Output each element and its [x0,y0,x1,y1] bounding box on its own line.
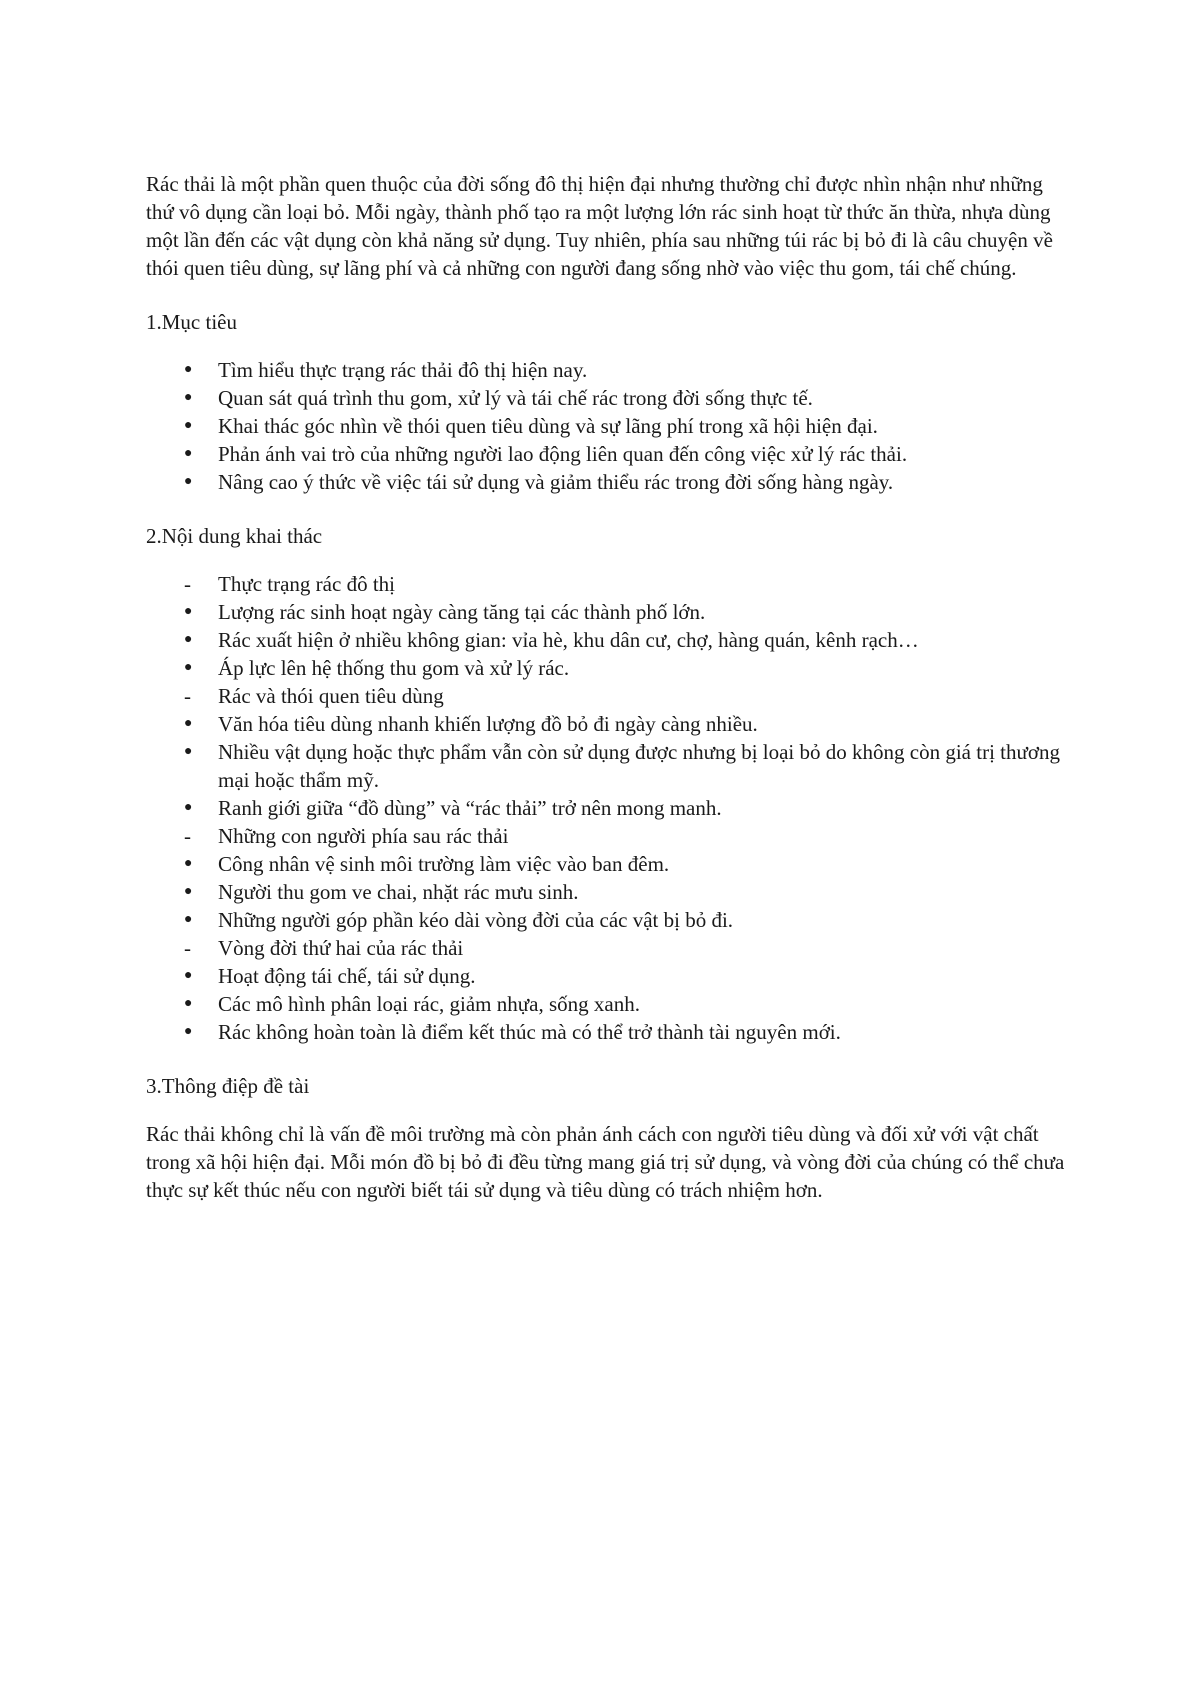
bullet-icon: ● [184,856,193,871]
list-item: ● Nhiều vật dụng hoặc thực phẩm vẫn còn sử dụng được nhưng bị loại bỏ do không còn giá trị thương mại hoặc thẩm mỹ. [184,740,1060,792]
dash-icon: - [184,572,191,596]
list-item: ● Ranh giới giữa “đồ dùng” và “rác thải” trở nên mong manh. [184,796,722,820]
bullet-icon: ● [184,362,193,377]
section-heading-objectives: 1.Mục tiêu [146,310,237,334]
bullet-icon: ● [184,390,193,405]
bullet-icon: ● [184,744,193,759]
list-item: ● Quan sát quá trình thu gom, xử lý và tái chế rác trong đời sống thực tế. [184,386,813,410]
message-paragraph: Rác thải không chỉ là vấn đề môi trường mà còn phản ánh cách con người tiêu dùng và đối xử với vật chất trong xã hội hiện đại. Mỗi món đồ bị bỏ đi đều từng mang giá trị sử dụng, và vòng đời của chúng có thể chưa thực sự kết thúc nếu con người biết tái sử dụng và tiêu dùng có trách nhiệm hơn. [146,1122,1065,1202]
list-item: ● Nâng cao ý thức về việc tái sử dụng và giảm thiểu rác trong đời sống hàng ngày. [184,470,894,494]
list-item: - Rác và thói quen tiêu dùng [184,684,444,708]
list-item: - Những con người phía sau rác thải [184,824,509,848]
bullet-icon: ● [184,446,193,461]
bullet-icon: ● [184,474,193,489]
bullet-icon: ● [184,1024,193,1039]
bullet-icon: ● [184,632,193,647]
list-item: ● Các mô hình phân loại rác, giảm nhựa, sống xanh. [184,992,640,1016]
bullet-icon: ● [184,912,193,927]
list-item: - Thực trạng rác đô thị [184,572,395,596]
list-item: ● Phản ánh vai trò của những người lao động liên quan đến công việc xử lý rác thải. [184,442,908,466]
list-item: ● Lượng rác sinh hoạt ngày càng tăng tại các thành phố lớn. [184,600,706,624]
list-item: ● Công nhân vệ sinh môi trường làm việc vào ban đêm. [184,852,670,876]
list-item: ● Rác xuất hiện ở nhiều không gian: vỉa hè, khu dân cư, chợ, hàng quán, kênh rạch… [184,628,919,652]
dash-icon: - [184,824,191,848]
dash-icon: - [184,684,191,708]
bullet-icon: ● [184,968,193,983]
list-item: ● Những người góp phần kéo dài vòng đời của các vật bị bỏ đi. [184,908,734,932]
bullet-icon: ● [184,418,193,433]
dash-icon: - [184,936,191,960]
bullet-icon: ● [184,660,193,675]
content-list [146,570,1066,1046]
list-item: ● Tìm hiểu thực trạng rác thải đô thị hiện nay. [184,358,588,382]
intro-paragraph: Rác thải là một phần quen thuộc của đời sống đô thị hiện đại nhưng thường chỉ được nhìn nhận như những thứ vô dụng cần loại bỏ. Mỗi ngày, thành phố tạo ra một lượng lớn rác sinh hoạt từ thức ăn thừa, nhựa dùng một lần đến các vật dụng còn khả năng sử dụng. Tuy nhiên, phía sau những túi rác bị bỏ đi là câu chuyện về thói quen tiêu dùng, sự lãng phí và cả những con người đang sống nhờ vào việc thu gom, tái chế chúng. [146,172,1053,280]
list-item: ● Người thu gom ve chai, nhặt rác mưu sinh. [184,880,579,904]
list-item: ● Rác không hoàn toàn là điểm kết thúc mà có thể trở thành tài nguyên mới. [184,1020,841,1044]
bullet-icon: ● [184,996,193,1011]
list-item: ● Khai thác góc nhìn về thói quen tiêu dùng và sự lãng phí trong xã hội hiện đại. [184,414,878,438]
section-heading-content: 2.Nội dung khai thác [146,524,323,548]
objectives-list [146,356,1066,496]
bullet-icon: ● [184,604,193,619]
bullet-icon: ● [184,884,193,899]
list-item: ● Văn hóa tiêu dùng nhanh khiến lượng đồ bỏ đi ngày càng nhiều. [184,712,758,736]
bullet-icon: ● [184,716,193,731]
bullet-icon: ● [184,800,193,815]
document-page [146,170,1066,1204]
list-item: ● Áp lực lên hệ thống thu gom và xử lý rác. [184,656,570,680]
list-item: ● Hoạt động tái chế, tái sử dụng. [184,964,476,988]
section-heading-message: 3.Thông điệp đề tài [146,1074,310,1098]
list-item: - Vòng đời thứ hai của rác thải [184,936,464,960]
